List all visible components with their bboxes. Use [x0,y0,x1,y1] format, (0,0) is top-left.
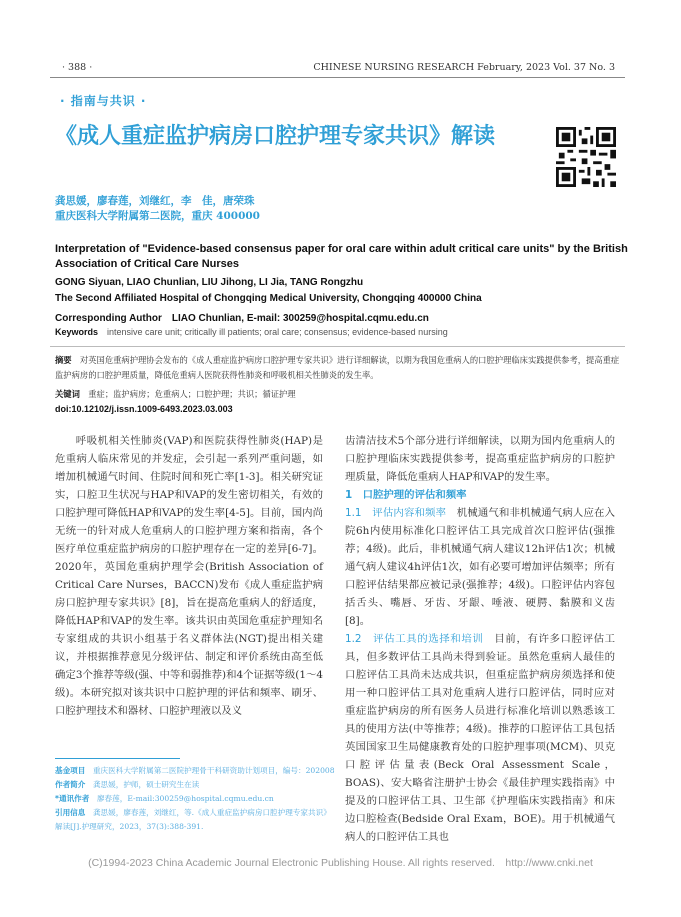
abstract [55,353,627,383]
heading-1: 1 口腔护理的评估和频率 [345,489,467,501]
english-keywords-text: intensive care unit; critically ill patients; oral care; consensus; evidence-based nursing [107,327,448,337]
doi: doi:10.12102/j.issn.1009-6493.2023.03.003 [55,404,233,414]
footnote-text: 廖春莲，E-mail:300259@hospital.cqmu.edu.cn [96,794,274,803]
qr-code-icon [556,127,616,187]
section-1-2-label: 1.2 评估工具的选择和培训 [345,633,484,645]
section-1-1 [345,504,615,630]
footnotes [55,764,335,834]
intro-continuation: 齿清洁技术5个部分进行详细解读，以期为国内危重病人的口腔护理临床实践提供参考，提高重症监护病房的口腔护理质量，降低危重病人HAP和VAP的发生率。 [345,435,615,483]
cn-keywords-text: 重症；监护病房；危重病人；口腔护理；共识；循证护理 [88,389,296,399]
copyright-footer: (C)1994-2023 China Academic Journal Electronic Publishing House. All rights reserved. http://www.cnki.net [88,857,593,869]
affiliation-cn: 重庆医科大学附属第二医院，重庆 400000 [55,210,260,222]
page-number: · 388 · [62,62,93,73]
section-1-1-text: 机械通气和非机械通气病人应在入院6h内使用标准化口腔评估工具完成首次口腔评估(强推荐；4级)。此后，非机械通气病人建议12h评估1次；机械通气病人建议4h评估1次，如有必要可增加评估频率；所有口腔评估结果都应被记录(强推荐；4级)。口腔评估内容包括舌头、嘴唇、牙齿、牙龈、唾液、硬腭、黏膜和义齿[8]。 [345,507,615,627]
header-divider [50,77,625,78]
footnote-item [55,792,335,806]
article-title: 《成人重症监护病房口腔护理专家共识》解读 [55,124,496,149]
section-1-1-label: 1.1 评估内容和频率 [345,507,447,519]
corresponding-author: Corresponding Author LIAO Chunlian, E-mail: 300259@hospital.cqmu.edu.cn [55,313,429,324]
cn-keywords-label: 关键词 [55,389,80,399]
section-1-2-text: 目前，有许多口腔评估工具，但多数评估工具尚未得到验证。虽然危重病人最佳的口腔评估工具尚未达成共识，但重症监护病房须选择和使用一种口腔评估工具对危重病人进行口腔评估，同时应对重症监护病房的所有医务人员进行标准化培训以熟悉该工具的使用方法(中等推荐；4级)。推荐的口腔评估工具包括英国国家卫生局健康教育处的口腔护理事项(MCM)、贝克口腔评估量表(Beck Oral Assessment Scale，BOAS)、安大略省注册护士协会《最佳护理实践指南》中提及的口腔评估工具、卫生部《护理临床实践指南》和床边口腔检查(Bedside Oral Exam，BOE)。用于机械通气病人的口腔评估工具也 [345,633,616,843]
footnote-text: 龚思媛，廖春莲，刘继红，等.《成人重症监护病房口腔护理专家共识》解读[J].护理研究，2023，37(3):388-391. [55,808,331,831]
abstract-label: 摘要 [55,355,72,365]
left-column [55,432,323,720]
section-label: · 指南与共识 · [60,94,147,108]
english-affiliation: The Second Affiliated Hospital of Chongqing Medical University, Chongqing 400000 China [55,293,482,304]
footnote-label: *通讯作者 [55,794,90,803]
journal-info: CHINESE NURSING RESEARCH February, 2023 Vol. 37 No. 3 [313,62,615,73]
cn-keywords [55,387,627,402]
left-paragraph: 呼吸机相关性肺炎(VAP)和医院获得性肺炎(HAP)是危重病人临床常见的并发症，会引起一系列严重问题，如增加机械通气时间、住院时间和死亡率[1-3]。相关研究证实，口腔卫生状况与HAP和VAP的发生密切相关，有效的口腔护理可降低HAP和VAP的发生率[4-5]。目前，国内尚无统一的针对成人危重病人的口腔护理方案和指南，各个医疗单位重症监护病房的口腔护理存在一定的差异[6-7]。2020年，英国危重病护理学会(British Association of Critical Care Nurses，BACCN)发布《成人重症监护病房口腔护理专家共识》[8]，旨在提高危重病人的舒适度，降低HAP和VAP的发生率。该共识由英国危重症护理知名专家组成的共识小组基于名义群体法(NGT)提出相关建议，并根据推荐意见分级评估、制定和评价系统由高至低确定3个推荐等级(强、中等和弱推荐)和4个证据等级(1～4级)。本研究拟对该共识中口腔护理的评估和频率、刷牙、口腔护理技术和器材、口腔护理液以及义 [55,435,323,717]
section-1-2 [345,630,615,846]
footnote-text: 重庆医科大学附属第二医院护理骨干科研资助计划项目，编号：202008 [92,766,335,775]
authors-cn: 龚思媛，廖春莲，刘继红，李 佳，唐荣珠 [55,195,255,207]
english-title: Interpretation of "Evidence-based consensus paper for oral care within adult critical care units" by the British Association of Critical Care Nurses [55,243,628,270]
footnote-item [55,806,335,834]
english-keywords [55,325,448,338]
english-authors: GONG Siyuan, LIAO Chunlian, LIU Jihong, LI Jia, TANG Rongzhu [55,277,364,288]
abstract-text: 对英国危重病护理协会发布的《成人重症监护病房口腔护理专家共识》进行详细解读，以期为我国危重病人的口腔护理临床实践提供参考，提高重症监护病房的口腔护理质量，降低危重病人医院获得性肺炎和呼吸机相关性肺炎的发生率。 [55,355,620,380]
footnote-item [55,778,335,792]
footnote-label: 作者简介 [55,780,86,789]
abstract-divider [50,346,625,347]
footnote-text: 龚思媛，护师，硕士研究生在读 [92,780,200,789]
footnote-label: 引用信息 [55,808,86,817]
english-keywords-label: Keywords [55,327,99,337]
footnote-divider [55,758,180,759]
right-column [345,432,615,846]
footnote-label: 基金项目 [55,766,86,775]
footnote-item [55,764,335,778]
